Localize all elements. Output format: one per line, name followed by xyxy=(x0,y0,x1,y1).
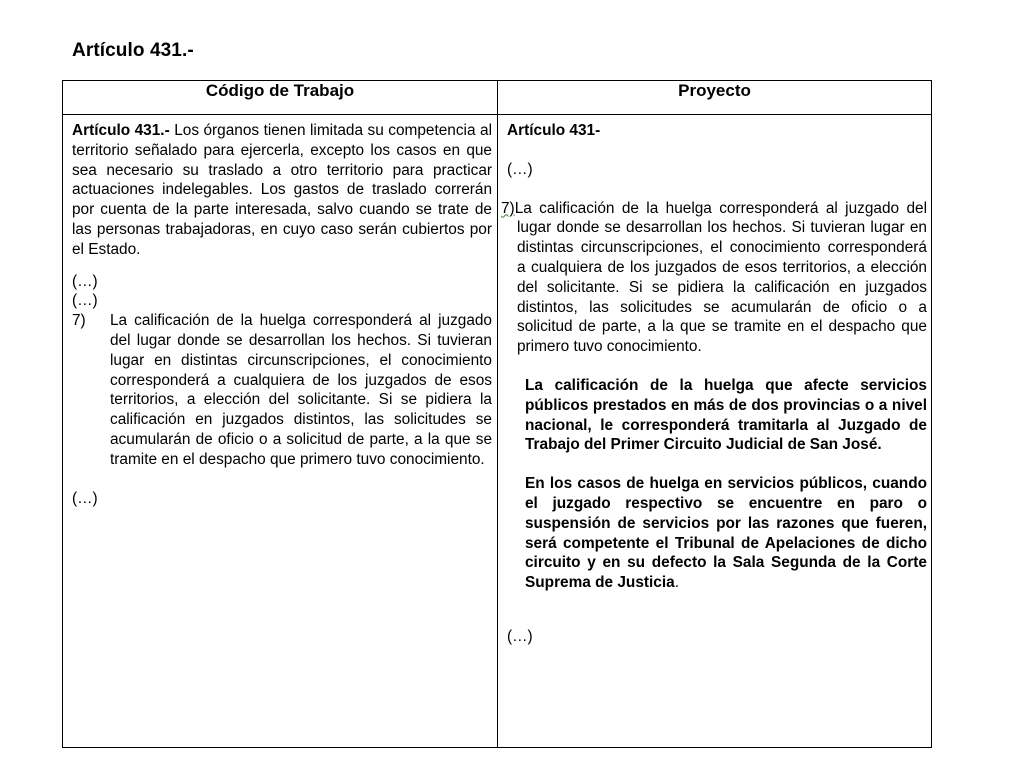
right-bold-paragraph-2-end: . xyxy=(674,574,679,592)
left-ellipsis-1: (…) xyxy=(72,272,98,290)
left-article-label: Artículo 431.- xyxy=(72,122,170,139)
right-bold-paragraph-1: La calificación de la huelga que afecte servicios públicos prestados en más de dos provincias o a nivel nacional, le corresponderá tramitarla al Juzgado de Trabajo del Primer Circuito Judicial de San José. xyxy=(525,376,927,454)
right-article-label: Artículo 431- xyxy=(507,122,601,139)
right-ellipsis-2: (…) xyxy=(507,627,533,645)
proyecto-column xyxy=(501,121,927,647)
right-item-7 xyxy=(501,199,927,357)
right-bold-paragraph-2-text: En los casos de huelga en servicios públicos, cuando el juzgado respectivo se encuentre en paro o suspensión de servicios por las razones que fueren, será competente el Tribunal de Apelaciones de dicho circuito y en su defecto la Sala Segunda de la Corte Suprema de Justicia xyxy=(525,475,927,592)
comparison-table xyxy=(62,80,932,748)
left-article-paragraph xyxy=(72,121,492,260)
header-codigo-de-trabajo: Código de Trabajo xyxy=(205,81,355,100)
left-item-text: La calificación de la huelga corresponderá al juzgado del lugar donde se desarrollan los hechos. Si tuvieran lugar en distintas circunscripciones, el conocimiento corresponderá a cualquiera de los juzgados de esos territorios, a elección del solicitante. Si se pidiera la calificación en juzgados distintos, las solicitudes se acumularán de oficio o a solicitud de parte, a la que se tramite en el despacho que primero tuvo conocimiento. xyxy=(110,312,492,468)
right-item-text: La calificación de la huelga corresponderá al juzgado del lugar donde se desarrollan los hechos. Si tuvieran lugar en distintas circunscripciones, el conocimiento corresponderá a cualquiera de los juzgados de esos territorios, a elección del solicitante. Si se pidiera la calificación en juzgados distintos, las solicitudes se acumularán de oficio o a solicitud de parte, a la que se tramite en el despacho que primero tuvo conocimiento. xyxy=(514,199,927,356)
right-bold-paragraph-2 xyxy=(525,474,927,593)
page-heading: Artículo 431.- xyxy=(72,40,194,61)
left-ellipsis-2: (…) xyxy=(72,292,98,310)
left-item-7 xyxy=(72,311,492,469)
left-item-number: 7) xyxy=(72,312,86,330)
left-article-body: Los órganos tienen limitada su competencia al territorio señalado para ejercerla, excepto los casos en que sea necesario su traslado a otro territorio para practicar actuaciones indelegables. Los gastos de traslado correrán por cuenta de la parte interesada, salvo cuando se trate de las personas trabajadoras, en cuyo caso serán cubiertos por el Estado. xyxy=(72,122,492,258)
header-proyecto: Proyecto xyxy=(678,81,751,100)
codigo-column xyxy=(72,121,492,508)
column-divider xyxy=(497,81,498,747)
right-item-number: 7) xyxy=(501,199,515,217)
left-ellipsis-3: (…) xyxy=(72,489,98,507)
table-header-row xyxy=(63,81,931,115)
right-ellipsis-1: (…) xyxy=(507,160,533,178)
